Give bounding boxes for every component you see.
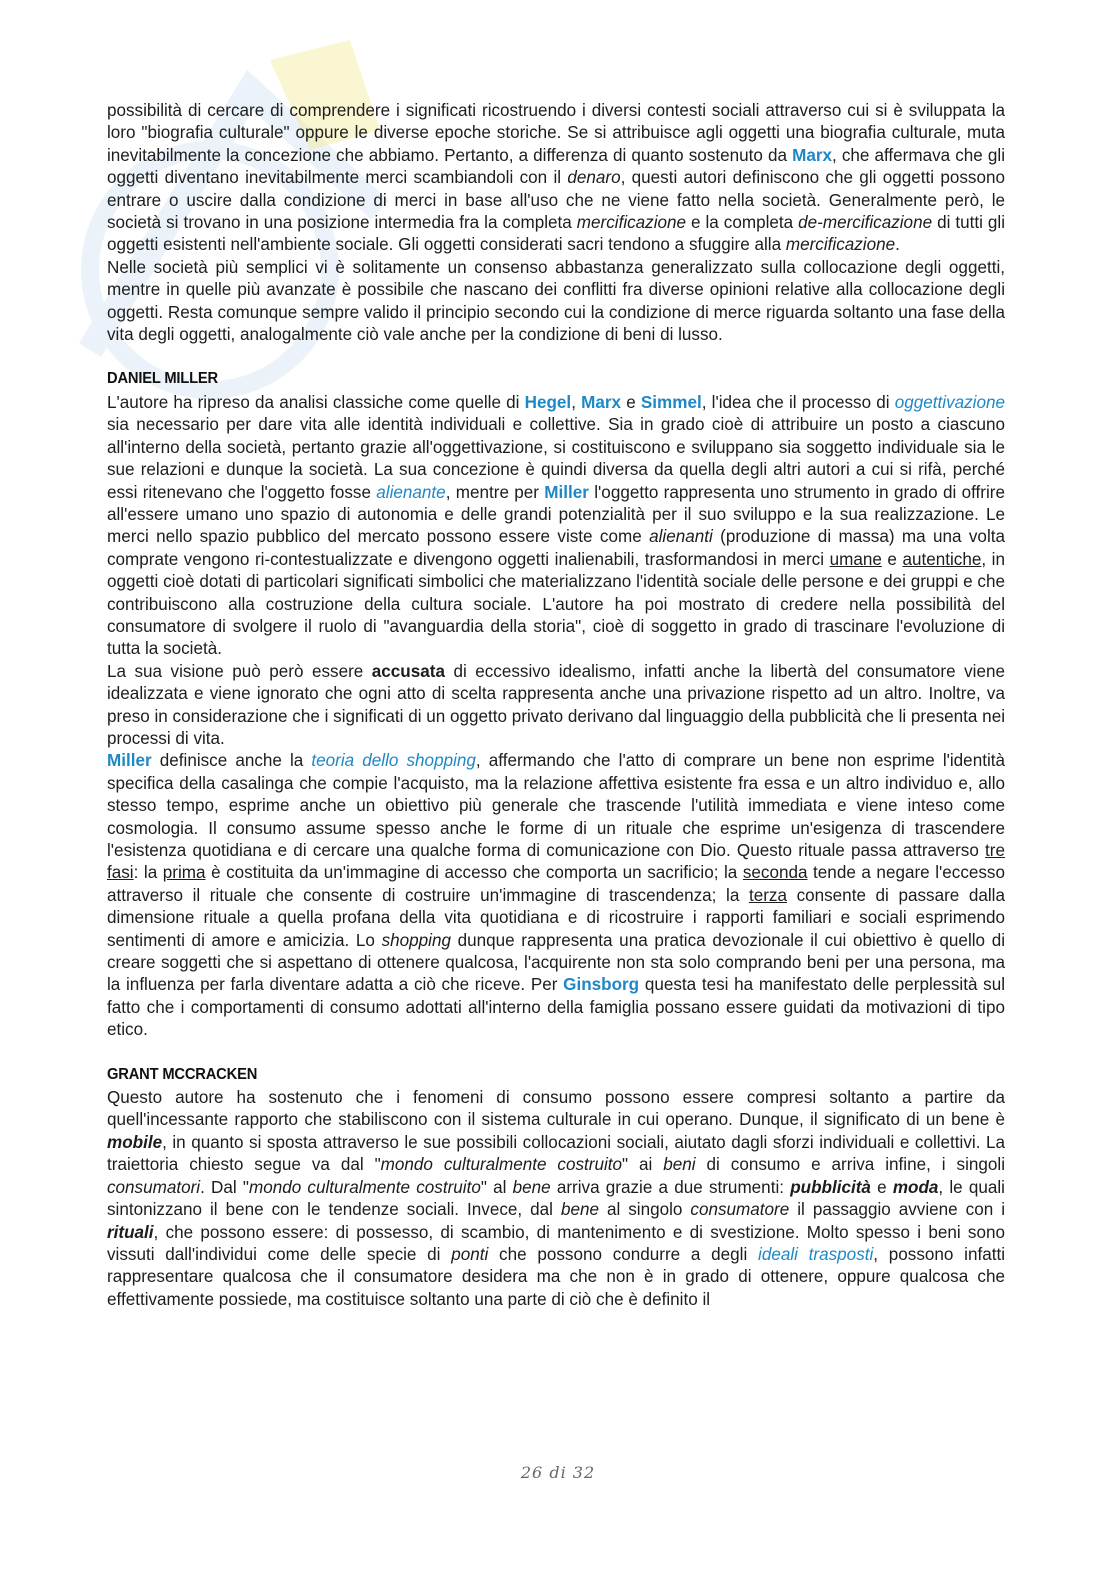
text: , l'idea che il processo di [701, 392, 895, 412]
key-term: ideali trasposti [758, 1244, 874, 1264]
text: e [621, 392, 641, 412]
text: , in quanto si sposta attraverso le sue possibili collocazioni sociali, aiutato dagli sforzi individuali e collettivi. La traiettoria chiesto segue va dal " [107, 1132, 1005, 1175]
author-name: Miller [544, 482, 589, 502]
text: , che possono essere: di possesso, di scambio, di mantenimento e di svestizione. Molto spesso i beni sono vissuti dall'individui come delle specie di [107, 1222, 1005, 1264]
bold-italic-term: mobile [107, 1132, 163, 1152]
text: La sua visione può però essere [107, 661, 372, 681]
paragraph [107, 100, 1005, 257]
bold-term: accusata [371, 661, 445, 681]
italic-term: shopping [381, 930, 451, 950]
italic-term: alienanti [649, 527, 713, 547]
text: . Dal " [200, 1177, 249, 1197]
author-name: Marx [792, 145, 832, 165]
paragraph [107, 750, 1005, 1041]
page-number: 26 di 32 [520, 1463, 596, 1482]
italic-term: mercificazione [785, 235, 896, 255]
author-name: Miller [107, 751, 152, 771]
text: consente di passare dalla dimensione rituale a quella profana della vita quotidiana e di ricostruire i rapporti familiari e sociali esprimendo sentimenti di amore e amicizia. Lo [107, 885, 1005, 950]
italic-term: bene [512, 1177, 551, 1197]
text: possibilità di cercare di comprendere i significati ricostruendo i diversi contesti sociali attraverso cui si è sviluppata la loro "biografia culturale" oppure le diverse epoche storiche. Se si attribuisce agli oggetti una biografia culturale, muta inevitabilmente la concezione che abbiamo. Pertanto, a differenza di quanto sostenuto da [107, 101, 1005, 165]
text: tende a negare l'eccesso attraverso il rituale che consente di costruire un'immagine di trascendenza; la [107, 863, 1005, 905]
text: , [571, 392, 582, 412]
paragraph [107, 392, 1005, 661]
italic-term: mondo culturalmente costruito [380, 1155, 623, 1175]
text: il passaggio avviene con i [789, 1200, 1005, 1220]
underlined-term: prima [162, 863, 206, 883]
author-name: Simmel [640, 392, 702, 412]
text: Questo autore ha sostenuto che i fenomeni di consumo possono essere compresi soltanto a partire da quell'incessante rapporto che stabiliscono con il sistema culturale in cui operano. Dunque, il significato di un bene è [107, 1088, 1005, 1130]
document-page [107, 100, 1005, 1311]
text: dunque rappresenta una pratica devozionale il cui obiettivo è quello di creare soggetti che si aspettano di ottenere qualcosa, l'acquirente non sta solo comprando beni per una persona, ma la influenza per farla diventare adatta a ciò che riceve. Per [107, 930, 1005, 995]
italic-term: mondo culturalmente costruito [248, 1177, 481, 1197]
italic-term: denaro [567, 168, 621, 188]
text: sia necessario per dare vita alle identità individuali e collettive. Sia in grado cioè di attribuire un posto a ciascuno all'interno della società, pertanto grazie all'oggettivazione, si costituiscono e sviluppano sia soggetto individuale sia le sue relazioni e dunque la società. La sua concezione è quindi diversa da quella degli altri autori a cui si rifà, perché essi ritenevano che l'oggetto fosse [107, 415, 1005, 502]
text: è costituita da un'immagine di accesso che comporta un sacrificio; la [205, 863, 743, 883]
text: , possono infatti rappresentare qualcosa che il consumatore desidera ma che non è in grado di ottenere, oppure qualcosa che effettivamente possiede, ma costituisce soltanto una parte di ciò che è definito il [107, 1244, 1006, 1309]
bold-italic-term: pubblicità [790, 1177, 871, 1197]
text: l'oggetto rappresenta uno strumento in grado di offrire all'essere umano uno spazio di autonomia e delle grandi potenzialità per il suo sviluppo e la sua realizzazione. Le merci nello spazio pubblico del mercato possono essere viste come [107, 482, 1005, 547]
section-heading: GRANT MCCRACKEN [107, 1065, 258, 1083]
paragraph [107, 661, 1005, 751]
text: di eccessivo idealismo, infatti anche la libertà del consumatore viene idealizzata e viene ignorato che ogni atto di scelta rappresenta anche una privazione rispetto ad un altro. Inoltre, va preso in considerazione che i significati di un oggetto privato derivano dal linguaggio della pubblicità che li presenta nei processi di vita. [107, 661, 1005, 748]
text: che possono condurre a degli [488, 1244, 759, 1264]
text: L'autore ha ripreso da analisi classiche come quelle di [107, 392, 525, 412]
italic-term: consumatore [690, 1200, 790, 1220]
section-heading: DANIEL MILLER [107, 370, 219, 388]
italic-term: beni [663, 1155, 696, 1175]
text: definisce anche la [151, 751, 312, 771]
paragraph [107, 1087, 1005, 1311]
italic-term: mercificazione [576, 213, 687, 233]
key-term: alienante [376, 482, 446, 502]
underlined-term: terza [748, 885, 787, 905]
text: : la [133, 863, 163, 883]
italic-term: de-mercificazione [798, 213, 933, 233]
text: al singolo [598, 1200, 691, 1220]
key-term: teoria dello shopping [311, 751, 476, 771]
author-name: Ginsborg [563, 975, 640, 995]
underlined-term: tre fasi [107, 841, 1005, 883]
underlined-term: autentiche [902, 549, 982, 569]
italic-term: bene [560, 1200, 599, 1220]
text: e la completa [686, 213, 799, 233]
text: , in oggetti cioè dotati di particolari significati simbolici che materializzano l'identità sociale delle persone e dei gruppi e che contribuiscono alla costruzione della cultura sociale. L'autore ha poi mostrato di credere nella possibilità del consumatore di svolgere il ruolo di "avanguardia della storia", cioè di soggetto in grado di trascinare l'evoluzione di tutta la società. [107, 549, 1005, 659]
author-name: Hegel [524, 392, 572, 412]
bold-italic-term: rituali [107, 1222, 154, 1242]
text: arriva grazie a due strumenti: [550, 1177, 791, 1197]
text: . [895, 235, 900, 255]
text: " al [480, 1177, 513, 1197]
italic-term: ponti [451, 1244, 489, 1264]
italic-term: consumatori [107, 1177, 201, 1197]
text: e [870, 1177, 893, 1197]
text: " ai [622, 1155, 664, 1175]
text: questa tesi ha manifestato delle perplessità sul fatto che i comportamenti di consumo adottati all'interno della famiglia possano essere guidati da motivazioni di tipo etico. [107, 975, 1006, 1040]
key-term: oggettivazione [894, 392, 1005, 412]
text: , mentre per [445, 482, 545, 502]
text: di consumo e arriva infine, i singoli [695, 1155, 1005, 1175]
text: di tutti gli oggetti esistenti nell'ambiente sociale. Gli oggetti considerati sacri tendono a sfuggire alla [107, 213, 1005, 255]
text: , questi autori definiscono che gli oggetti possono entrare o uscire dalla condizione di merci in base all'uso che ne viene fatto nella società. Generalmente però, le società si trovano in una posizione intermedia fra la completa [107, 168, 1005, 233]
author-name: Marx [581, 392, 622, 412]
text: e [881, 549, 903, 569]
text: (produzione di massa) ma una volta comprate vengono ri-contestualizzate e divengono oggetti inalienabili, trasformandosi in merci [107, 527, 1005, 569]
bold-italic-term: moda [892, 1177, 939, 1197]
paragraph: Nelle società più semplici vi è solitamente un consenso abbastanza generalizzato sulla collocazione degli oggetti, mentre in quelle più avanzate è possibile che nascano dei conflitti fra diverse opinioni relative alla collocazione degli oggetti. Resta comunque sempre valido il principio secondo cui la condizione di merce riguarda soltanto una fase della vita degli oggetti, analogalmente ciò vale anche per la condizione di beni di lusso. [107, 257, 1005, 345]
text: , che affermava che gli oggetti diventano inevitabilmente merci scambiandoli con il [107, 145, 1005, 188]
underlined-term: umane [829, 549, 882, 569]
underlined-term: seconda [742, 863, 808, 883]
text: , affermando che l'atto di comprare un bene non esprime l'identità specifica della casalinga che compie l'acquisto, ma la relazione affettiva esistente fra essa e un altro individuo e, allo stesso tempo, esprime anche un obiettivo più generale che trascende l'utilità immediata e viene inteso come cosmologia. Il consumo assume spesso anche le forme di un rituale che esprime un'esigenza di trascendere l'esistenza quotidiana e di cercare una qualche forma di comunicazione con Dio. Questo rituale passa attraverso [107, 751, 1006, 860]
text: , le quali sintonizzano il bene con le tendenze sociali. Invece, dal [107, 1177, 1005, 1220]
